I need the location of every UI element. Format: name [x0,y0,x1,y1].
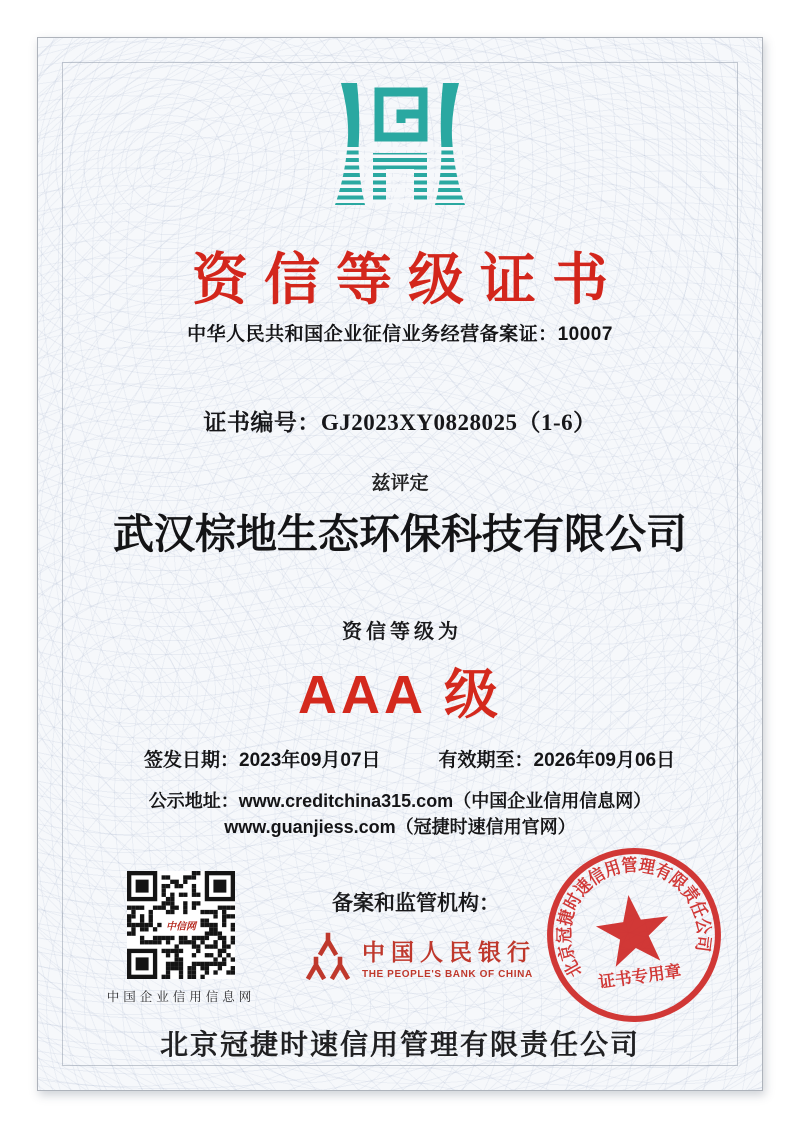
pboc-names [362,934,536,980]
valid-until-date: 有效期至：2026年09月06日 [438,750,676,771]
publicity-line-1: 公示地址：www.creditchina315.com（中国企业信用信息网） [148,791,652,811]
issue-date: 签发日期：2023年09月07日 [144,750,381,771]
registration-line: 中华人民共和国企业征信业务经营备案证：10007 [187,324,613,345]
qr-caption: 中国企业信用信息网 [106,990,256,1004]
pboc-block [304,931,536,983]
seal-bottom-text: 证书专用章 [597,961,683,992]
company-seal [531,832,737,1038]
publicity-line-2: www.guanjiess.com（冠捷时速信用官网） [224,817,576,837]
seal-star-icon [592,890,674,969]
date-row [144,745,675,772]
rated-company-name: 武汉棕地生态环保科技有限公司 [113,511,687,557]
seal-ring-text: 北京冠捷时速信用管理有限责任公司 [554,854,715,981]
qr-code [127,871,235,979]
rating-value: AAA 级 [298,665,502,725]
logo-g-glyph [379,92,423,137]
publicity-block [38,788,762,840]
qr-center-label: 中信网 [164,917,198,934]
credit-agency-logo-icon [335,83,465,208]
hereby-text: 兹评定 [371,473,429,494]
certificate-number: 证书编号：GJ2023XY0828025（1-6） [203,410,597,435]
issuer-company-name: 北京冠捷时速信用管理有限责任公司 [159,1029,640,1060]
pboc-name-en: THE PEOPLE'S BANK OF CHINA [362,969,533,980]
certificate-sheet [37,37,763,1091]
pboc-name-cn: 中国人民银行 [362,940,536,965]
rating-label: 资信等级为 [342,621,462,643]
certificate-title: 资信等级证书 [192,248,624,311]
pboc-emblem-icon [304,931,352,983]
regulator-label: 备案和监管机构： [332,891,500,915]
